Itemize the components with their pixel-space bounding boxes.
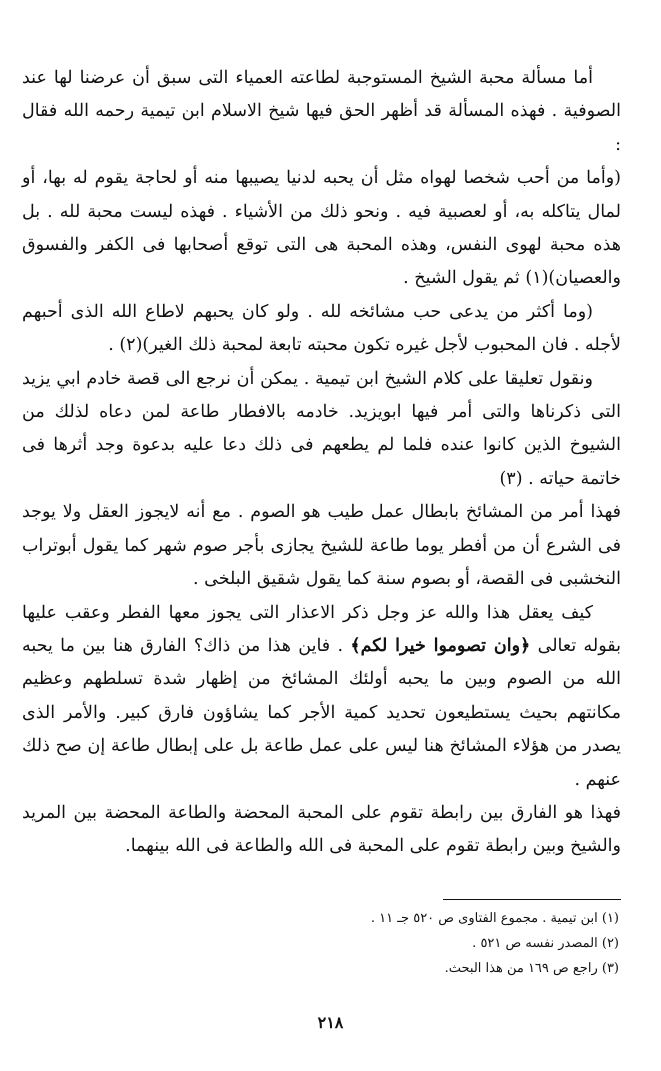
footnote-separator bbox=[443, 899, 621, 900]
paragraph-2-quote: (وأما من أحب شخصا لهواه مثل أن يحبه لدنيا يصيبها منه أو لحاجة يقوم له بها، أو لمال يتاكله به، أو لعصبية فيه . ونحو ذلك من الأشياء . فهذه ليست محبة لله . بل هذه محبة لهوى النفس، وهذه المحبة هى التى توقع أصحابها فى الكفر والفسوق والعصيان)(١) ثم يقول الشيخ . bbox=[22, 168, 621, 289]
main-text bbox=[22, 62, 621, 864]
paragraph-6 bbox=[22, 597, 621, 797]
page-number: ٢١٨ bbox=[317, 1013, 344, 1032]
paragraph-3-quote: (وما أكثر من يدعى حب مشائخه لله . ولو كان يحبهم لاطاع الله الذى أحبهم لأجله . فان المحبوب لأجل غيره تكون محبته تابعة لمحبة ذلك الغير)(٢) . bbox=[22, 301, 621, 356]
footnote-2: (٢) المصدر نفسه ص ٥٢١ . bbox=[472, 936, 619, 951]
paragraph-1: أما مسألة محبة الشيخ المستوجبة لطاعته العمياء التى سبق أن عرضنا لها عند الصوفية . فهذه المسألة قد أظهر الحق فيها شيخ الاسلام ابن تيمية رحمه الله فقال : bbox=[22, 68, 621, 155]
paragraph-6-rest: . فاين هذا من ذاك؟ الفارق هنا بين ما يحبه الله من الصوم وبين ما يحبه أولئك المشائخ من إظهار شدة تسلطهم وعظيم مكانتهم بحيث يستطيعون تحديد كمية الأجر كما يشاؤون فارق كبير. والأمر الذى يصدر من هؤلاء المشائخ هنا ليس على عمل طاعة بل على إبطال طاعة إن صح ذلك عنهم . bbox=[22, 635, 621, 790]
footnote-3: (٣) راجع ص ١٦٩ من هذا البحث. bbox=[444, 961, 619, 976]
paragraph-5: فهذا أمر من المشائخ بابطال عمل طيب هو الصوم . مع أنه لايجوز العقل ولا يوجد فى الشرع أن من أفطر يوما طاعة للشيخ يجازى بأجر صوم شهر كما يقول أبوتراب النخشبى فى القصة، أو بصوم سنة كما يقول شقيق البلخى . bbox=[22, 502, 621, 590]
quran-verse: ﴿وان تصوموا خيرا لكم﴾ bbox=[350, 635, 531, 656]
footnote-1: (١) ابن تيمية . مجموع الفتاوى ص ٥٢٠ جـ ١١ . bbox=[370, 911, 619, 926]
paragraph-6-intro: كيف يعقل هذا والله عز وجل ذكر الاعذار التى يجوز معها الفطر وعقب عليها بقوله تعالى bbox=[22, 602, 621, 656]
footnotes bbox=[40, 906, 619, 981]
paragraph-4: ونقول تعليقا على كلام الشيخ ابن تيمية . يمكن أن نرجع الى قصة خادم ابي يزيد التى ذكرناها والتى أمر فيها ابويزيد. خادمه بالافطار طاعة لمن دعاه لذلك من الشيوخ الذين كانوا عنده فلما لم يطعهم فى ذلك دعا عليه بدعوة وجد أثرها فى خاتمة حياته . (٣) bbox=[22, 368, 621, 489]
paragraph-7: فهذا هو الفارق بين رابطة تقوم على المحبة المحضة والطاعة المحضة بين المريد والشيخ وبين رابطة تقوم على المحبة فى الله والطاعة فى الله بينهما. bbox=[22, 802, 621, 857]
